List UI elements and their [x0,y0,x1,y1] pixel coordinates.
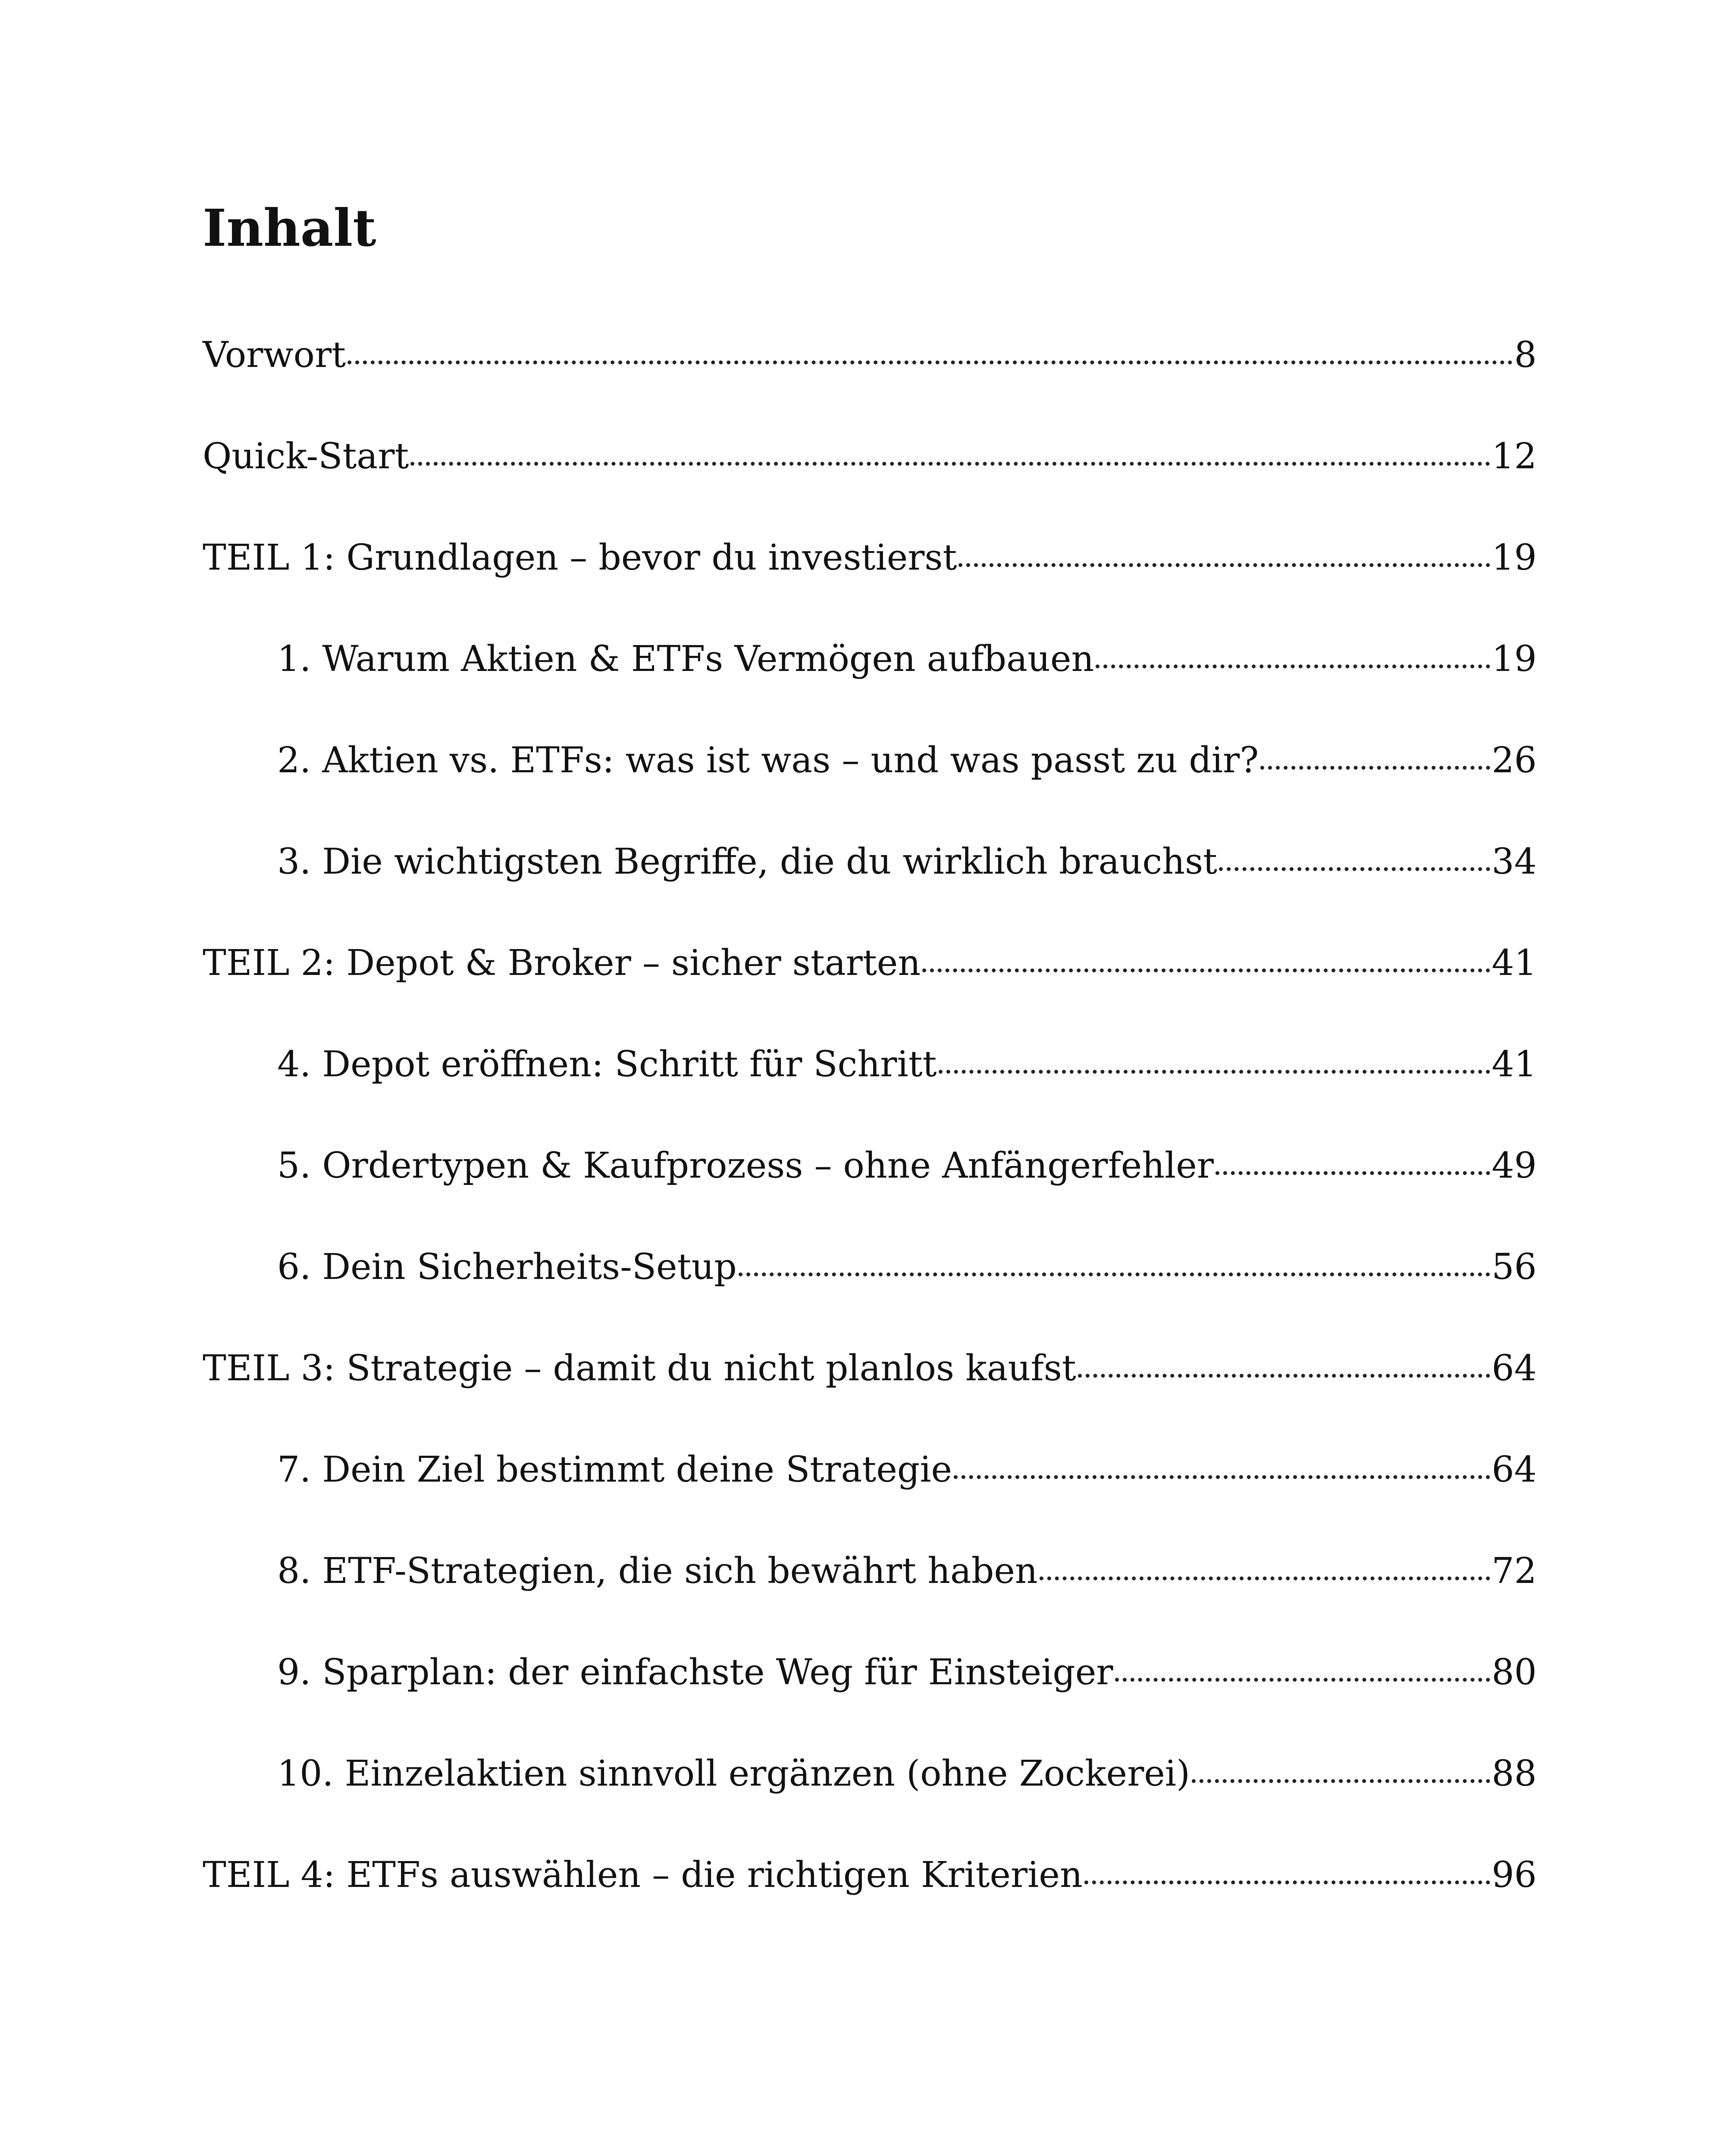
toc-entry-quick-start[interactable] [203,429,1537,476]
dot-leader [1096,629,1490,668]
toc-page-number: 8 [1514,335,1537,376]
toc-entry-chapter-9[interactable] [277,1645,1537,1692]
toc-entry-label: 7. Dein Ziel bestimmt deine Strategie [277,1449,952,1490]
dot-leader [739,1237,1490,1276]
toc-entry-chapter-6[interactable] [277,1240,1537,1287]
toc-entry-label: Vorwort [203,335,346,376]
toc-page-number: 12 [1491,436,1537,477]
dot-leader [1078,1338,1490,1378]
toc-entry-label: TEIL 3: Strategie – damit du nicht planlos kaufst [203,1348,1076,1389]
toc-entry-label: 1. Warum Aktien & ETFs Vermögen aufbauen [277,639,1094,680]
toc-page-number: 19 [1491,537,1537,578]
toc-entry-teil-2[interactable] [203,936,1537,983]
toc-entry-label: 5. Ordertypen & Kaufprozess – ohne Anfängerfehler [277,1145,1214,1186]
toc-entry-vorwort[interactable] [203,328,1537,375]
toc-entry-chapter-1[interactable] [277,632,1537,679]
toc-entry-label: 2. Aktien vs. ETFs: was ist was – und was passt zu dir? [277,740,1259,781]
dot-leader [410,426,1490,466]
toc-page-number: 41 [1491,1044,1537,1085]
dot-leader [1192,1744,1490,1783]
toc-entry-label: 6. Dein Sicherheits-Setup [277,1247,737,1288]
toc-entry-chapter-10[interactable] [277,1746,1537,1794]
toc-page-number: 41 [1491,943,1537,984]
toc-title: Inhalt [203,198,376,258]
toc-page-number: 88 [1491,1753,1537,1794]
toc-page-number: 34 [1491,841,1537,882]
toc-page-number: 26 [1491,740,1537,781]
toc-entry-label: TEIL 4: ETFs auswählen – die richtigen Kriterien [203,1855,1083,1896]
dot-leader [1260,730,1490,770]
toc-entry-label: 3. Die wichtigsten Begriffe, die du wirklich brauchst [277,841,1218,882]
toc-entry-chapter-7[interactable] [277,1442,1537,1490]
toc-page-number: 96 [1491,1855,1537,1896]
toc-page-number: 64 [1491,1348,1537,1389]
dot-leader [348,325,1513,364]
toc-entry-chapter-5[interactable] [277,1138,1537,1186]
toc-page-number: 19 [1491,639,1537,680]
toc-entry-label: 9. Sparplan: der einfachste Weg für Einsteiger [277,1652,1113,1693]
dot-leader [958,528,1490,567]
dot-leader [1215,1136,1490,1175]
toc-page-number: 49 [1491,1145,1537,1186]
toc-entry-label: 4. Depot eröffnen: Schritt für Schritt [277,1044,937,1085]
dot-leader [1040,1541,1490,1580]
toc-entry-label: 10. Einzelaktien sinnvoll ergänzen (ohne Zockerei) [277,1753,1190,1794]
dot-leader [939,1034,1490,1074]
toc-page-number: 64 [1491,1449,1537,1490]
toc-page-number: 80 [1491,1652,1537,1693]
toc-entry-chapter-2[interactable] [277,733,1537,780]
toc-entry-label: Quick-Start [203,436,409,477]
toc-page-number: 72 [1491,1551,1537,1592]
dot-leader [1115,1642,1490,1682]
toc-page-number: 56 [1491,1247,1537,1288]
toc-entry-teil-1[interactable] [203,530,1537,578]
toc-entry-teil-3[interactable] [203,1341,1537,1388]
toc-entry-label: TEIL 1: Grundlagen – bevor du investierst [203,537,957,578]
toc-entry-label: 8. ETF-Strategien, die sich bewährt haben [277,1551,1038,1592]
toc-entry-chapter-4[interactable] [277,1037,1537,1084]
dot-leader [922,933,1490,972]
dot-leader [1219,832,1490,871]
dot-leader [954,1440,1490,1479]
toc-entry-teil-4[interactable] [203,1848,1537,1895]
toc-entry-chapter-8[interactable] [277,1544,1537,1591]
toc-entry-label: TEIL 2: Depot & Broker – sicher starten [203,943,921,984]
dot-leader [1084,1845,1490,1884]
toc-entry-chapter-3[interactable] [277,834,1537,882]
